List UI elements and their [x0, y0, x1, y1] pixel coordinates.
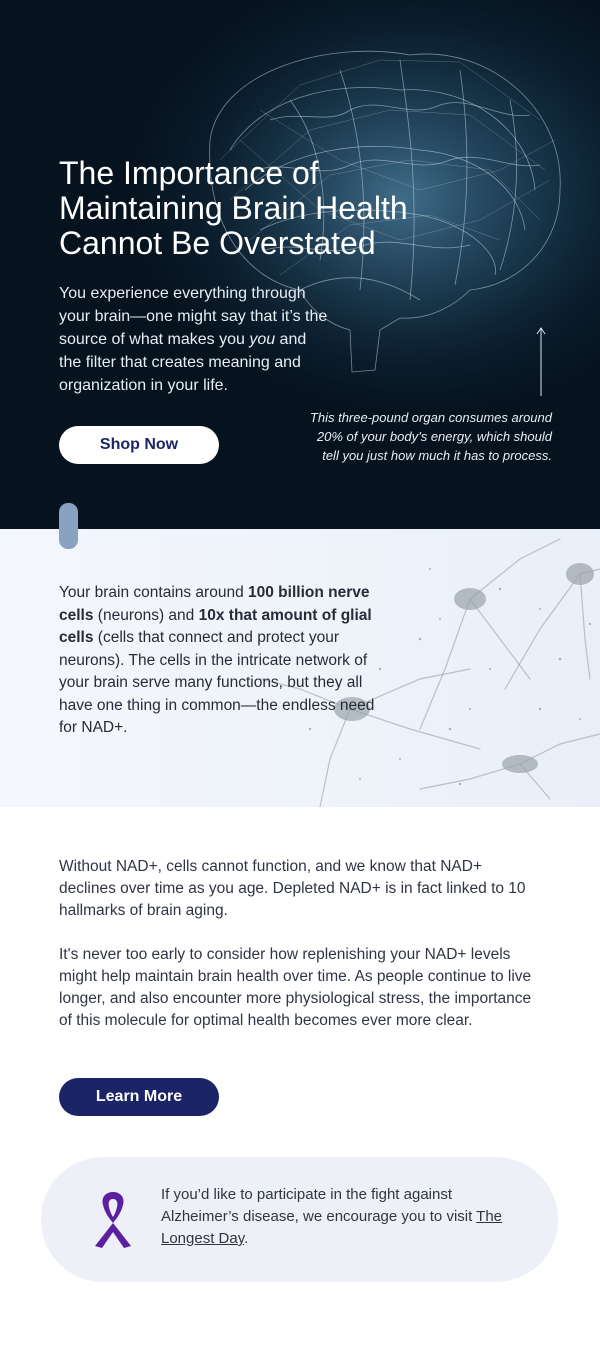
awareness-ribbon-icon: [90, 1188, 136, 1250]
learn-more-button[interactable]: Learn More: [59, 1078, 219, 1116]
neurons-paragraph: Your brain contains around 100 billion nerve cells (neurons) and 10x that amount of glial cells (cells that connect and protect your neurons). The cells in the intricate network of your brain serve many functions, but they all have one thing in common—the endless need for NAD+.: [59, 584, 375, 736]
emphasis-you: you: [249, 331, 276, 348]
content-section: [59, 856, 534, 1054]
hero-title: The Importance of Maintaining Brain Health Cannot Be Overstated: [59, 155, 408, 261]
the-longest-day-link[interactable]: The Longest Day: [161, 1208, 503, 1247]
hero-body-text: You experience everything through your brain—one might say that it’s the source of what makes you you and the filter that creates meaning and organization in your life.: [59, 285, 328, 394]
neuron-section: [0, 529, 600, 807]
arrow-up-icon: [534, 326, 548, 396]
alzheimers-text: If you’d like to participate in the fight against Alzheimer’s disease, we encourage you to visit The Longest Day.: [161, 1186, 503, 1247]
shop-now-button[interactable]: Shop Now: [59, 426, 219, 464]
alzheimers-callout: [41, 1157, 558, 1282]
hero-caption: This three-pound organ consumes around 20% of your body’s energy, which should tell you just how much it has to process.: [309, 410, 552, 463]
decorative-pill: [59, 503, 78, 549]
hero-section: [0, 0, 600, 529]
nad-paragraph-1: Without NAD+, cells cannot function, and we know that NAD+ declines over time as you age. Depleted NAD+ is in fact linked to 10 hallmarks of brain aging.: [59, 858, 526, 919]
nad-paragraph-2: It's never too early to consider how replenishing your NAD+ levels might help maintain brain health over time. As people continue to live longer, and also encounter more physiological stress, the importance of this molecule for optimal health becomes ever more clear.: [59, 946, 532, 1029]
